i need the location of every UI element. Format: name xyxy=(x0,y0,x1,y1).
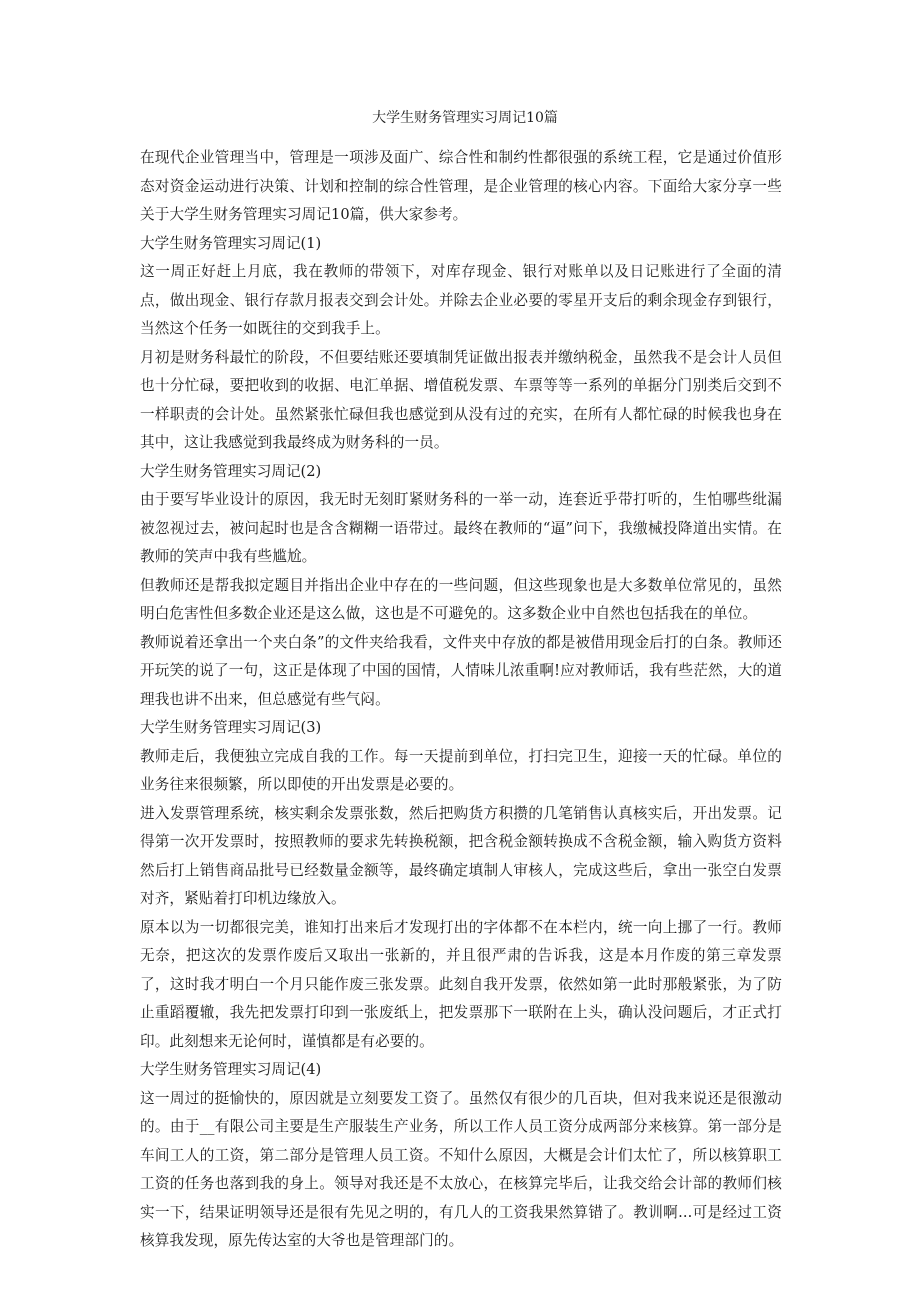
section-3 xyxy=(140,714,782,1056)
section-1 xyxy=(140,230,782,458)
document-title: 大学生财务管理实习周记10篇 xyxy=(372,110,558,126)
section-paragraph: 教师说着还拿出一个夹白条”的文件夹给我看，文件夹中存放的都是被借用现金后打的白条。教师还开玩笑的说了一句，这正是体现了中国的国情，人情味儿浓重啊!应对教师话，我有些茫然，大的道理我也讲不出来，但总感觉有些气闷。 xyxy=(140,633,782,708)
section-heading: 大学生财务管理实习周记(1) xyxy=(140,234,322,252)
section-paragraph: 进入发票管理系统，核实剩余发票张数，然后把购货方积攒的几笔销售认真核实后，开出发票。记得第一次开发票时，按照教师的要求先转换税额，把含税金额转换成不含税金额，输入购货方资料然后打上销售商品批号已经数量金额等，最终确定填制人审核人，完成这些后，拿出一张空白发票对齐，紧贴着打印机边缘放入。 xyxy=(140,804,782,907)
section-paragraph: 这一周正好赶上月底，我在教师的带领下，对库存现金、银行对账单以及日记账进行了全面的清点，做出现金、银行存款月报表交到会计处。并除去企业必要的零星开支后的剩余现金存到银行，当然这个任务一如既往的交到我手上。 xyxy=(140,263,782,337)
section-heading: 大学生财务管理实习周记(4) xyxy=(140,1061,322,1078)
intro-paragraph: 在现代企业管理当中，管理是一项涉及面广、综合性和制约性都很强的系统工程，它是通过价值形态对资金运动进行决策、计划和控制的综合性管理，是企业管理的核心内容。下面给大家分享一些关于大学生财务管理实习周记10篇，供大家参考。 xyxy=(140,149,782,223)
section-paragraph: 这一周过的挺愉快的，原因就是立刻要发工资了。虽然仅有很少的几百块，但对我来说还是很激动的。由于__有限公司主要是生产服装生产业务，所以工作人员工资分成两部分来核算。第一部分是车间工人的工资，第二部分是管理人员工资。不知什么原因，大概是会计们太忙了，所以核算职工工资的任务也落到我的身上。领导对我还是不太放心，在核算完毕后，让我交给会计部的教师们核实一下，结果证明领导还是很有先见之明的，有几人的工资我果然算错了。教训啊...可是经过工资核算我发现，原先传达室的大爷也是管理部门的。 xyxy=(140,1089,782,1249)
section-heading: 大学生财务管理实习周记(3) xyxy=(140,719,322,736)
section-heading: 大学生财务管理实习周记(2) xyxy=(140,462,322,480)
section-paragraph: 由于要写毕业设计的原因，我无时无刻盯紧财务科的一举一动，连套近乎带打听的，生怕哪些纰漏被忽视过去，被问起时也是含含糊糊一语带过。最终在教师的“逼”问下，我缴械投降道出实情。在教师的笑声中我有些尴尬。 xyxy=(140,491,782,565)
section-paragraph: 月初是财务科最忙的阶段，不但要结账还要填制凭证做出报表并缴纳税金，虽然我不是会计人员但也十分忙碌，要把收到的收据、电汇单据、增值税发票、车票等等一系列的单据分门别类后交到不一样职责的会计处。虽然紧张忙碌但我也感觉到从没有过的充实，在所有人都忙碌的时候我也身在其中，这让我感觉到我最终成为财务科的一员。 xyxy=(140,348,782,451)
section-4 xyxy=(140,1056,782,1256)
section-paragraph: 原本以为一切都很完美，谁知打出来后才发现打出的字体都不在本栏内，统一向上挪了一行。教师无奈，把这次的发票作废后又取出一张新的，并且很严肃的告诉我，这是本月作废的第三章发票了，这时我才明白一个月只能作废三张发票。此刻自我开发票，依然如第一此时那般紧张，为了防止重蹈覆辙，我先把发票打印到一张废纸上，把发票那下一联附在上头，确认没问题后，才正式打印。此刻想来无论何时，谨慎都是有必要的。 xyxy=(140,918,782,1050)
section-paragraph: 但教师还是帮我拟定题目并指出企业中存在的一些问题，但这些现象也是大多数单位常见的，虽然明白危害性但多数企业还是这么做，这也是不可避免的。这多数企业中自然也包括我在的单位。 xyxy=(140,576,782,622)
section-paragraph: 教师走后，我便独立完成自我的工作。每一天提前到单位，打扫完卫生，迎接一天的忙碌。单位的业务往来很频繁，所以即使的开出发票是必要的。 xyxy=(140,747,782,793)
document-page xyxy=(140,108,782,1256)
section-2 xyxy=(140,458,782,715)
